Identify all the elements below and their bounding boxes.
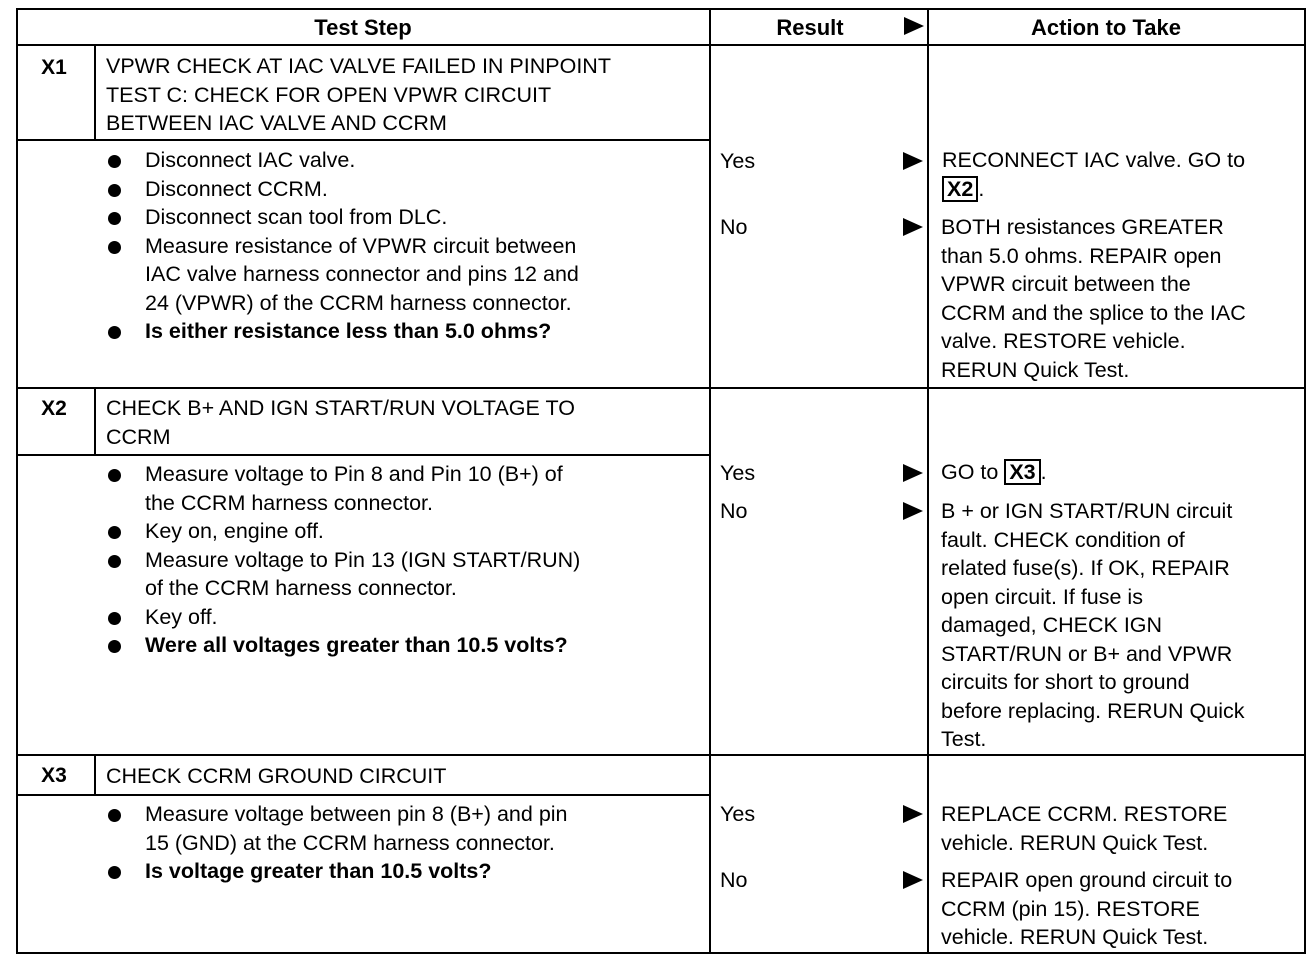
bullet-text: Measure voltage to Pin 13 (IGN START/RUN) — [145, 547, 581, 572]
action-text: B + or IGN START/RUN circuit — [941, 499, 1233, 523]
result-arrow-icon — [903, 464, 923, 482]
bullet-text: Measure voltage to Pin 8 and Pin 10 (B+) of — [145, 462, 563, 486]
step-reference: X3 — [1004, 459, 1040, 485]
bullet-icon — [108, 526, 121, 539]
action-text: CCRM (pin 15). RESTORE — [941, 896, 1200, 921]
action-text: CCRM and the splice to the IAC — [941, 300, 1246, 325]
header-arrow-icon — [904, 17, 924, 35]
header-result: Result — [776, 15, 844, 40]
bullet-icon — [108, 640, 121, 653]
bullet-text: Key on, engine off. — [145, 519, 324, 543]
bullet-icon — [108, 326, 121, 339]
action-text: before replacing. RERUN Quick — [941, 698, 1245, 723]
bullet-icon — [108, 184, 121, 197]
step-title-line: VPWR CHECK AT IAC VALVE FAILED IN PINPOINT — [106, 54, 611, 78]
rule-line — [16, 952, 1306, 954]
rule-line — [1304, 8, 1306, 954]
bullet-text: Key off. — [145, 604, 218, 629]
header-action: Action to Take — [1031, 15, 1181, 40]
action-text: fault. CHECK condition of — [941, 527, 1185, 552]
bullet-text: the CCRM harness connector. — [145, 490, 433, 515]
action-text: BOTH resistances GREATER — [941, 215, 1224, 239]
bullet-text: of the CCRM harness connector. — [145, 576, 457, 600]
result-arrow-icon — [903, 152, 923, 170]
result-arrow-icon — [903, 871, 923, 889]
action-text: circuits for short to ground — [941, 670, 1190, 694]
bullet-question: Is voltage greater than 10.5 volts? — [145, 859, 492, 883]
action-text: Test. — [941, 727, 987, 751]
bullet-icon — [108, 241, 121, 254]
result-label: No — [720, 868, 748, 892]
bullet-icon — [108, 469, 121, 482]
rule-line — [16, 8, 18, 954]
bullet-icon — [108, 612, 121, 625]
bullet-text: Disconnect CCRM. — [145, 176, 328, 201]
bullet-icon — [108, 809, 121, 822]
rule-line — [16, 387, 1306, 389]
bullet-text: Disconnect IAC valve. — [145, 148, 356, 172]
action-text: valve. RESTORE vehicle. — [941, 329, 1186, 353]
step-title-line: TEST C: CHECK FOR OPEN VPWR CIRCUIT — [106, 82, 552, 107]
rule-line — [94, 44, 96, 139]
bullet-text: IAC valve harness connector and pins 12 and — [145, 262, 579, 286]
bullet-question: Is either resistance less than 5.0 ohms? — [145, 319, 552, 343]
bullet-text: 15 (GND) at the CCRM harness connector. — [145, 830, 555, 855]
action-text: REPAIR open ground circuit to — [941, 868, 1233, 892]
rule-line — [709, 8, 711, 954]
action-text: related fuse(s). If OK, REPAIR — [941, 556, 1230, 580]
bullet-text: 24 (VPWR) of the CCRM harness connector. — [145, 290, 572, 315]
action-text: START/RUN or B+ and VPWR — [941, 641, 1233, 666]
action-text: open circuit. If fuse is — [941, 584, 1143, 609]
action-text: vehicle. RERUN Quick Test. — [941, 830, 1209, 855]
step-title-line: CCRM — [106, 424, 171, 449]
result-arrow-icon — [903, 502, 923, 520]
rule-line — [16, 44, 1306, 46]
rule-line — [16, 8, 1306, 10]
bullet-icon — [108, 866, 121, 879]
step-id: X1 — [41, 56, 67, 79]
result-label: Yes — [720, 149, 756, 173]
action-text: VPWR circuit between the — [941, 272, 1191, 296]
header-test-step: Test Step — [314, 15, 412, 40]
ref-suffix: . — [978, 176, 985, 201]
rule-line — [16, 454, 709, 456]
result-label: Yes — [720, 461, 756, 485]
result-arrow-icon — [903, 218, 923, 236]
step-id: X2 — [41, 397, 67, 420]
result-label: No — [720, 215, 748, 239]
rule-line — [94, 387, 96, 454]
bullet-icon — [108, 212, 121, 225]
action-text: damaged, CHECK IGN — [941, 613, 1163, 637]
step-title-line: BETWEEN IAC VALVE AND CCRM — [106, 111, 447, 135]
bullet-icon — [108, 555, 121, 568]
result-label: No — [720, 499, 748, 523]
bullet-text: Measure resistance of VPWR circuit between — [145, 233, 577, 258]
rule-line — [94, 754, 96, 794]
step-reference: X2 — [942, 176, 978, 202]
action-ref-row — [941, 458, 1047, 487]
action-text: RERUN Quick Test. — [941, 357, 1130, 382]
step-id: X3 — [41, 764, 67, 787]
action-ref-row — [942, 175, 984, 204]
rule-line — [927, 8, 929, 954]
action-text: than 5.0 ohms. REPAIR open — [941, 243, 1222, 268]
bullet-question: Were all voltages greater than 10.5 volts? — [145, 633, 568, 657]
bullet-icon — [108, 155, 121, 168]
bullet-text: Disconnect scan tool from DLC. — [145, 205, 448, 229]
ref-suffix: . — [1040, 460, 1047, 484]
result-arrow-icon — [903, 805, 923, 823]
rule-line — [16, 754, 1306, 756]
action-text: GO to — [941, 460, 1005, 484]
action-text: REPLACE CCRM. RESTORE — [941, 802, 1228, 826]
step-title-line: CHECK CCRM GROUND CIRCUIT — [106, 764, 447, 788]
result-label: Yes — [720, 802, 756, 826]
action-text: vehicle. RERUN Quick Test. — [941, 925, 1209, 949]
step-title-line: CHECK B+ AND IGN START/RUN VOLTAGE TO — [106, 396, 575, 420]
action-text: RECONNECT IAC valve. GO to — [942, 148, 1246, 172]
rule-line — [16, 794, 709, 796]
rule-line — [16, 139, 709, 141]
bullet-text: Measure voltage between pin 8 (B+) and pin — [145, 802, 568, 826]
